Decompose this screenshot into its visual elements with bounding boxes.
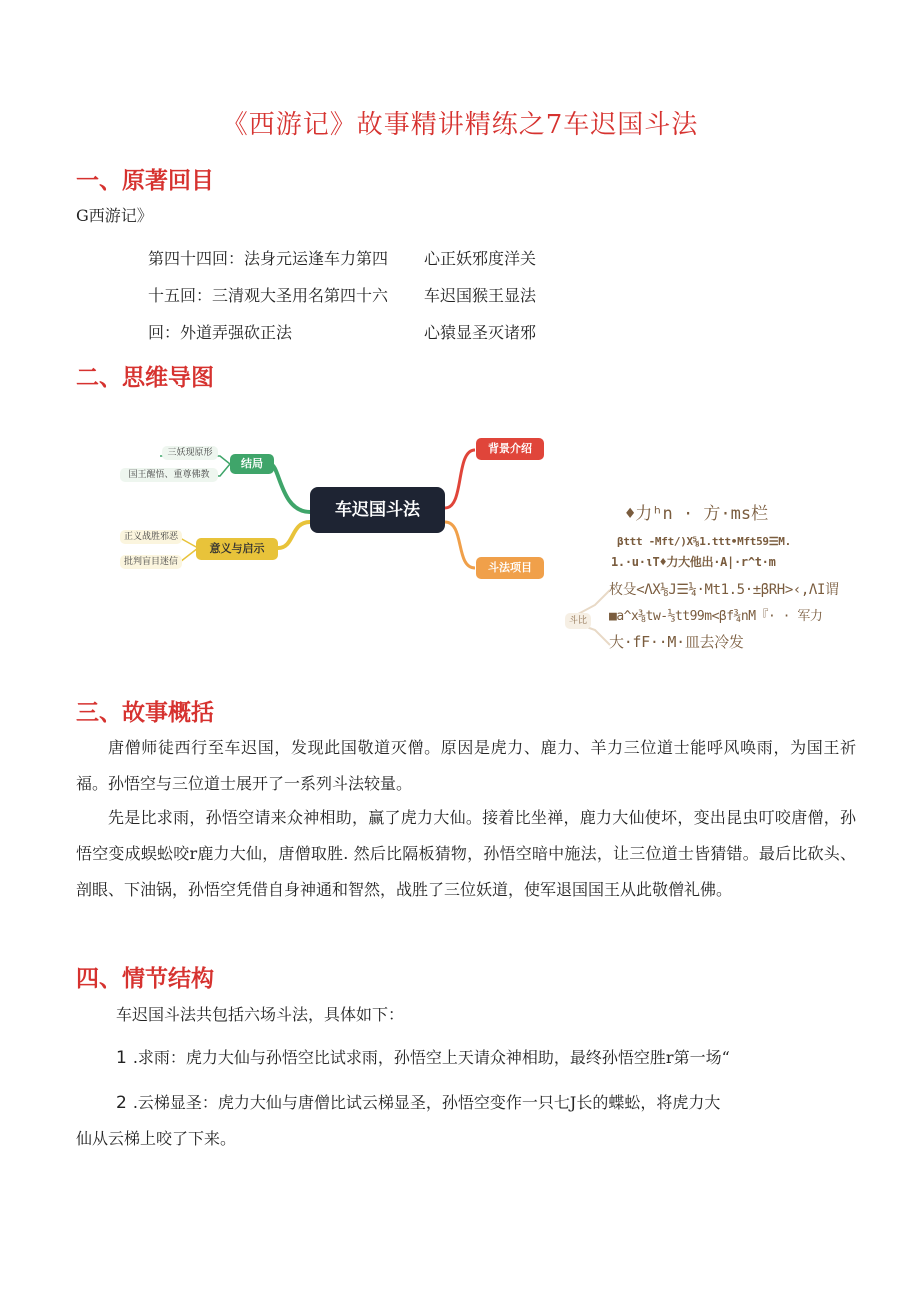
garbled-line: ♦力ʰn · 方·ms栏	[625, 504, 769, 524]
structure-item-2	[116, 1088, 720, 1118]
item-number: 1	[116, 1048, 127, 1068]
chapter-line: 第四十四回：法身元运逢车力第四	[148, 249, 389, 268]
structure-item-1	[116, 1043, 730, 1073]
mindmap-leaf: 国王醒悟、重尊佛教	[120, 468, 218, 482]
mindmap-leaf: 批判盲目迷信	[120, 555, 182, 569]
mindmap	[120, 430, 550, 590]
item-text: .云梯显圣：虎力大仙与唐僧比试云梯显圣，孙悟空变作一只七J长的蝶蚣，将虎力大	[132, 1093, 721, 1112]
structure-intro: 车迟国斗法共包括六场斗法，具体如下：	[116, 1005, 405, 1024]
item-number: 2	[116, 1093, 127, 1113]
section-heading-4: 四、情节结构	[76, 966, 214, 992]
garbled-line: βttt -Mft/)X⅝1.ttt•Mft59☰M.	[617, 535, 791, 548]
garbled-line: 枚殳<ΛX⅛J☰¼·Mt1.5·±βRH>‹,ΛI谓	[609, 582, 839, 598]
chapter-list-right	[424, 240, 536, 351]
book-name: G西游记》	[76, 206, 153, 225]
mindmap-node-compare: 斗比	[565, 613, 591, 629]
mindmap-node-background: 背景介绍	[476, 438, 544, 460]
summary-paragraph: 先是比求雨，孙悟空请来众神相助，赢了虎力大仙。接着比坐禅，鹿力大仙使坏，变出昆虫叮咬唐僧，孙悟空变成蜈蚣咬r鹿力大仙，唐僧取胜. 然后比隔板猜物，孙悟空暗中施法，让三位道士皆猜错。最后比砍头、剖眼、下油锅，孙悟空凭借自身神通和智然，战胜了三位妖道，使军退国国王从此敬僧礼佛。	[76, 808, 856, 899]
chapter-line: 车迟国猴王显法	[424, 286, 537, 305]
chapter-line: 十五回：三清观大圣用名第四十六	[148, 286, 389, 305]
garbled-line: 大·fF··M·皿去冷发	[609, 633, 744, 651]
mindmap-node-meaning: 意义与启示	[196, 538, 278, 560]
garbled-line: 1.·u·ιT♦力大他出·A|·r^t·m	[611, 555, 776, 569]
section-heading-2: 二、思维导图	[76, 365, 214, 391]
document-title: 《西游记》故事精讲精练之7车迟国斗法	[221, 110, 699, 140]
section-heading-1: 一、原著回目	[76, 168, 214, 194]
mindmap-center-node: 车迟国斗法	[310, 487, 445, 533]
item-text: .求雨：虎力大仙与孙悟空比试求雨，孙悟空上天请众神相助，最终孙悟空胜r第一场“	[132, 1048, 730, 1067]
summary-paragraph: 唐僧师徒西行至车迟国，发现此国敬道灭僧。原因是虎力、鹿力、羊力三位道士能呼风唤雨，为国王祈福。孙悟空与三位道士展开了一系列斗法较量。	[76, 738, 856, 793]
mindmap-node-result: 结局	[230, 454, 274, 474]
chapter-line: 回：外道弄强砍正法	[148, 323, 293, 342]
chapter-list-left	[148, 240, 388, 351]
mindmap-leaf: 三妖现原形	[162, 446, 218, 460]
chapter-line: 心猿显圣灭诸邪	[424, 323, 537, 342]
mindmap-leaf: 正义战胜邪恶	[120, 530, 182, 544]
mindmap-node-contest: 斗法项目	[476, 557, 544, 579]
mindmap-overflow-text	[565, 495, 855, 655]
chapter-line: 心正妖邪度洋关	[424, 249, 537, 268]
structure-item-2-cont: 仙从云梯上咬了下来。	[76, 1129, 237, 1148]
section-heading-3: 三、故事概括	[76, 700, 214, 726]
garbled-line: ■a^x⅜tw-⅓tt99m<βf¾nM『· · 军力	[609, 609, 823, 624]
